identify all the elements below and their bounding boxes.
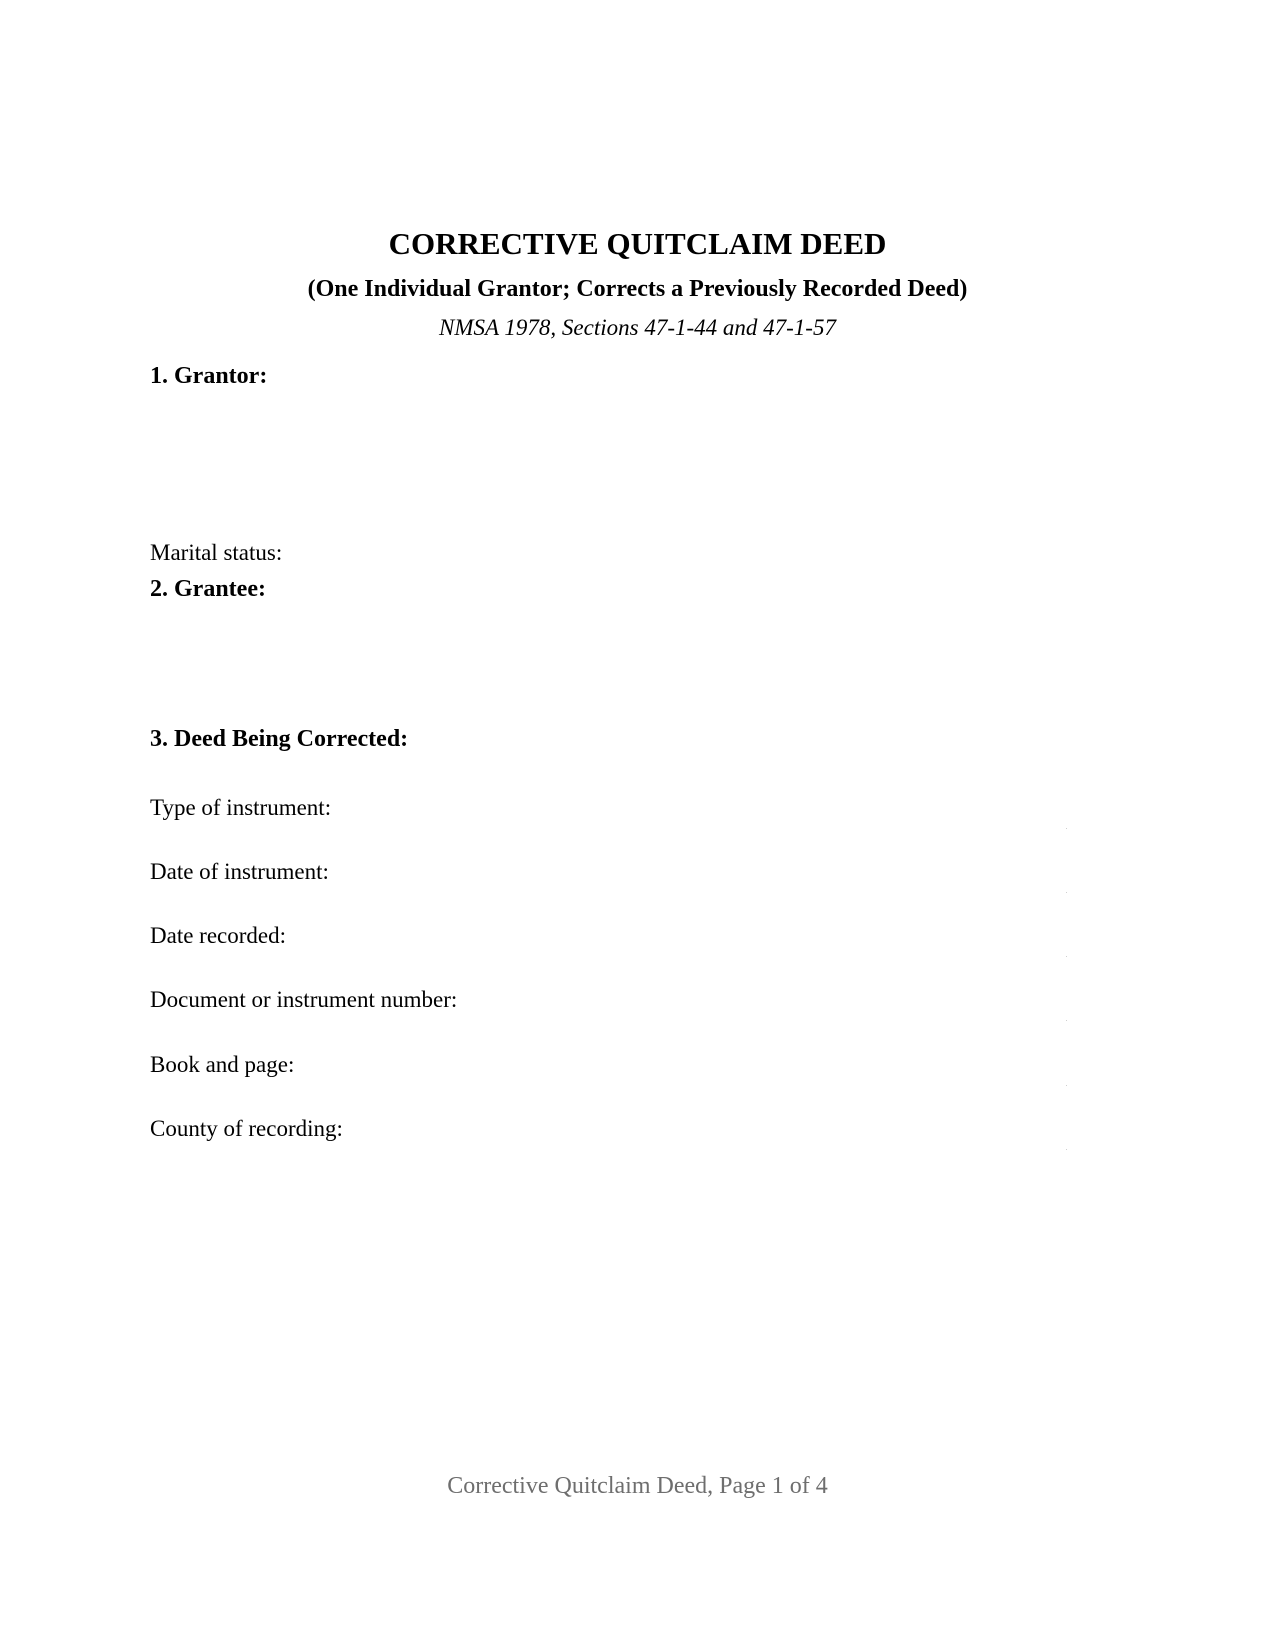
type-of-instrument-label: Type of instrument: [150, 795, 332, 820]
date-recorded-blank [1066, 956, 1067, 957]
document-subtitle: (One Individual Grantor; Corrects a Previously Recorded Deed) [307, 276, 968, 302]
book-and-page-blank [1066, 1085, 1067, 1086]
book-and-page-label: Book and page: [150, 1052, 295, 1077]
county-of-recording-label: County of recording: [150, 1116, 343, 1141]
type-of-instrument-blank [1066, 828, 1067, 829]
grantee-heading: 2. Grantee: [150, 576, 266, 602]
page-footer: Corrective Quitclaim Deed, Page 1 of 4 [447, 1473, 828, 1499]
grantor-heading: 1. Grantor: [150, 363, 268, 389]
date-of-instrument-label: Date of instrument: [150, 859, 329, 884]
marital-status-label: Marital status: [150, 540, 283, 565]
document-number-blank [1066, 1020, 1067, 1021]
document-title: CORRECTIVE QUITCLAIM DEED [388, 226, 887, 261]
deed-being-corrected-heading: 3. Deed Being Corrected: [150, 726, 409, 752]
document-number-label: Document or instrument number: [150, 987, 458, 1012]
statute-citation: NMSA 1978, Sections 47-1-44 and 47-1-57 [439, 315, 836, 340]
date-of-instrument-blank [1066, 892, 1067, 893]
date-recorded-label: Date recorded: [150, 923, 287, 948]
county-of-recording-blank [1066, 1149, 1067, 1150]
